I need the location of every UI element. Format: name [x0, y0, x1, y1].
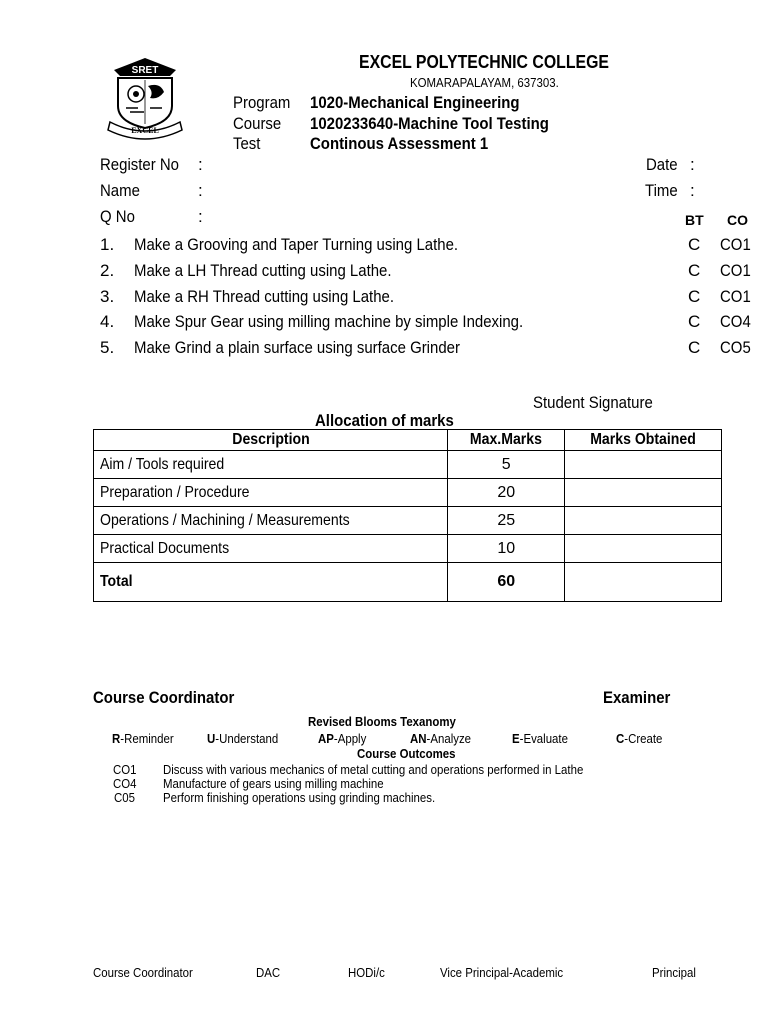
- row-marks-obtained[interactable]: [565, 451, 722, 479]
- program-value-text: 1020-Mechanical Engineering: [310, 93, 520, 112]
- footer-hod: [348, 965, 390, 980]
- table-header-max-marks: [448, 430, 565, 451]
- outcome-text: [163, 790, 472, 805]
- blooms-label: -Reminder: [120, 731, 174, 746]
- blooms-title-text: Revised Blooms Texanomy: [308, 714, 456, 729]
- register-no-label: [100, 155, 190, 175]
- outcome-code: [113, 776, 140, 791]
- blooms-level: [616, 731, 669, 746]
- q-no-colon: :: [198, 207, 203, 226]
- college-logo: [104, 56, 186, 140]
- logo-text-bottom: EXCEL: [131, 126, 159, 135]
- table-total-row: [94, 563, 722, 602]
- register-no-text: Register No: [100, 155, 179, 174]
- footer-text: Vice Principal-Academic: [440, 965, 564, 980]
- footer-text: Principal: [652, 965, 696, 980]
- question-bt: C: [688, 261, 701, 280]
- total-label: [94, 563, 448, 602]
- footer-text: DAC: [256, 965, 281, 980]
- question-bt: C: [688, 312, 701, 331]
- row-description: [94, 479, 448, 507]
- question-number: 1.: [100, 235, 115, 254]
- header-text: Marks Obtained: [590, 431, 696, 448]
- question-co: [720, 261, 755, 281]
- table-header-marks-obtained: [565, 430, 722, 451]
- outcome-text: [163, 776, 414, 791]
- blooms-key: C: [616, 731, 625, 746]
- test-value: [310, 134, 512, 154]
- question-co-text: CO4: [720, 312, 751, 331]
- blooms-level: [512, 731, 576, 746]
- test-label: [233, 134, 264, 154]
- footer-text: Course Coordinator: [93, 965, 193, 980]
- question-co-text: CO1: [720, 287, 751, 306]
- outcome-code: [114, 790, 138, 805]
- footer-course-coordinator: [93, 965, 206, 980]
- blooms-label: -Analyze: [426, 731, 472, 746]
- outcome-code-text: CO1: [113, 762, 137, 777]
- time-label: [645, 181, 682, 201]
- name-label: [100, 181, 145, 201]
- blooms-label: -Evaluate: [519, 731, 568, 746]
- row-description: [94, 507, 448, 535]
- table-row: [94, 507, 722, 535]
- question-number: 3.: [100, 287, 115, 306]
- question-bt: C: [688, 287, 701, 306]
- row-description: [94, 451, 448, 479]
- table-row: [94, 479, 722, 507]
- program-label-text: Program: [233, 93, 291, 112]
- row-description: [94, 535, 448, 563]
- total-obtained[interactable]: [565, 563, 722, 602]
- row-marks-obtained[interactable]: [565, 535, 722, 563]
- outcome-text-content: Discuss with various mechanics of metal cutting and operations performed in Lathe: [163, 762, 584, 777]
- question-number: 5.: [100, 338, 115, 357]
- course-label: [233, 114, 288, 134]
- cell-text: Operations / Machining / Measurements: [100, 511, 350, 529]
- table-header-description: [94, 430, 448, 451]
- date-text: Date: [646, 155, 678, 174]
- question-co-text: CO1: [720, 261, 751, 280]
- time-colon: :: [690, 181, 695, 200]
- table-row: [94, 451, 722, 479]
- blooms-level: [112, 731, 182, 746]
- outcome-text-content: Manufacture of gears using milling machine: [163, 776, 384, 791]
- examiner-label: [603, 688, 680, 708]
- cell-text: Practical Documents: [100, 539, 230, 557]
- question-text: [134, 235, 502, 255]
- question-text: [134, 261, 427, 281]
- row-marks-obtained[interactable]: [565, 479, 722, 507]
- cell-text: Aim / Tools required: [100, 455, 225, 473]
- course-label-text: Course: [233, 114, 282, 133]
- blooms-level: [410, 731, 479, 746]
- outcome-code: [113, 762, 140, 777]
- course-value: [310, 114, 581, 134]
- course-outcomes-title-text: Course Outcomes: [357, 746, 456, 761]
- outcome-code-text: C05: [114, 790, 135, 805]
- bt-header: BT: [685, 212, 704, 228]
- question-number: 2.: [100, 261, 115, 280]
- question-bt: C: [688, 338, 701, 357]
- question-text-content: Make a LH Thread cutting using Lathe.: [134, 261, 392, 280]
- examiner-text: Examiner: [603, 688, 671, 707]
- blooms-label: -Understand: [215, 731, 279, 746]
- test-value-text: Continous Assessment 1: [310, 134, 489, 153]
- question-number: 4.: [100, 312, 115, 331]
- footer-dac: [256, 965, 283, 980]
- blooms-key: E: [512, 731, 520, 746]
- test-label-text: Test: [233, 134, 261, 153]
- allocation-title: [315, 411, 473, 431]
- header-text: Description: [231, 431, 310, 448]
- question-text-content: Make Spur Gear using milling machine by simple Indexing.: [134, 312, 524, 331]
- student-signature-text: Student Signature: [533, 393, 653, 412]
- outcome-code-text: CO4: [113, 776, 137, 791]
- allocation-title-text: Allocation of marks: [315, 411, 454, 430]
- q-no-text: Q No: [100, 207, 135, 226]
- total-label-text: Total: [100, 573, 133, 590]
- question-text: [134, 287, 429, 307]
- course-value-text: 1020233640-Machine Tool Testing: [310, 114, 549, 133]
- program-label: [233, 93, 298, 113]
- question-text: [134, 312, 576, 332]
- date-label: [646, 155, 682, 175]
- blooms-level: [318, 731, 373, 746]
- question-text-content: Make a RH Thread cutting using Lathe.: [134, 287, 395, 306]
- date-colon: :: [690, 155, 695, 174]
- question-co: [720, 287, 755, 307]
- name-text: Name: [100, 181, 140, 200]
- footer-principal: [652, 965, 702, 980]
- college-address: [410, 75, 579, 90]
- row-marks-obtained[interactable]: [565, 507, 722, 535]
- header-text: Max.Marks: [470, 431, 543, 448]
- question-co: [720, 235, 755, 255]
- row-max-marks: 25: [448, 507, 565, 535]
- co-header: CO: [727, 212, 748, 228]
- question-text-content: Make a Grooving and Taper Turning using Lathe.: [134, 235, 459, 254]
- blooms-key: R: [112, 731, 121, 746]
- row-max-marks: 5: [448, 451, 565, 479]
- cell-text: Preparation / Procedure: [100, 483, 250, 501]
- total-value: 60: [448, 563, 565, 602]
- question-bt: C: [688, 235, 701, 254]
- blooms-label: -Create: [624, 731, 663, 746]
- table-header-row: [94, 430, 722, 451]
- course-coordinator-label: [93, 688, 254, 708]
- question-co-text: CO5: [720, 338, 751, 357]
- college-name: [359, 52, 643, 73]
- outcome-text-content: Perform finishing operations using grinding machines.: [163, 790, 436, 805]
- blooms-level: [207, 731, 288, 746]
- outcome-text: [163, 762, 641, 777]
- marks-table: [93, 429, 722, 602]
- blooms-key: AP: [318, 731, 334, 746]
- question-co-text: CO1: [720, 235, 751, 254]
- college-address-text: KOMARAPALAYAM, 637303.: [410, 75, 559, 90]
- logo-text-top: SRET: [131, 65, 159, 76]
- student-signature-label: [533, 393, 669, 413]
- blooms-title: [308, 714, 476, 729]
- question-co: [720, 338, 755, 358]
- course-coordinator-text: Course Coordinator: [93, 688, 235, 707]
- program-value: [310, 93, 548, 113]
- blooms-key: U: [207, 731, 216, 746]
- register-no-colon: :: [198, 155, 203, 174]
- question-text-content: Make Grind a plain surface using surface Grinder: [134, 338, 460, 357]
- blooms-key: AN: [410, 731, 427, 746]
- table-row: [94, 535, 722, 563]
- college-name-text: EXCEL POLYTECHNIC COLLEGE: [359, 52, 609, 72]
- name-colon: :: [198, 181, 203, 200]
- row-max-marks: 20: [448, 479, 565, 507]
- q-no-label: [100, 207, 140, 227]
- question-text: [134, 338, 504, 358]
- question-co: [720, 312, 755, 332]
- footer-vice-principal: [440, 965, 580, 980]
- time-text: Time: [645, 181, 678, 200]
- row-max-marks: 10: [448, 535, 565, 563]
- course-outcomes-title: [357, 746, 469, 761]
- blooms-label: -Apply: [333, 731, 367, 746]
- footer-text: HODi/c: [348, 965, 385, 980]
